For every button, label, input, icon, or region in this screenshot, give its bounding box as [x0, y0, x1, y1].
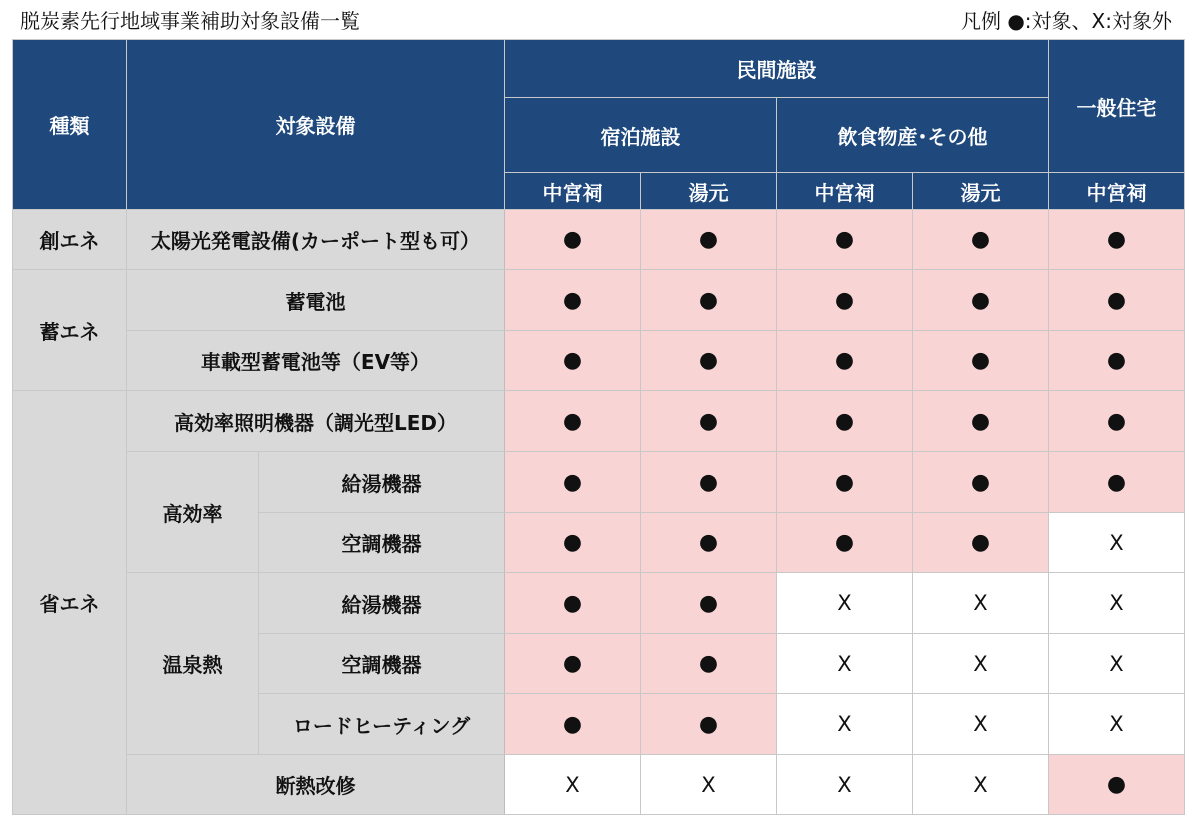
table-row: [13, 270, 1185, 331]
mark-cell: X: [913, 755, 1049, 815]
equipment-label: 空調機器: [259, 513, 505, 573]
mark-cell: ●: [1049, 391, 1185, 452]
header-location: 中宮祠: [505, 173, 641, 210]
mark-cell: ●: [505, 331, 641, 391]
mark-cell: X: [505, 755, 641, 815]
mark-cell: X: [1049, 634, 1185, 694]
category-create-energy: 創エネ: [13, 210, 127, 270]
mark-cell: ●: [641, 513, 777, 573]
mark-cell: ●: [913, 391, 1049, 452]
header-dining-other: 飲食物産･その他: [777, 98, 1049, 173]
category-energy-storage: 蓄エネ: [13, 270, 127, 391]
table-row: [13, 755, 1185, 815]
mark-cell: ●: [505, 573, 641, 634]
equipment-label: ロードヒーティング: [259, 694, 505, 755]
header-row-1: [13, 40, 1185, 98]
table-row: [13, 573, 1185, 634]
equipment-label: 給湯機器: [259, 573, 505, 634]
equipment-label: 車載型蓄電池等（EV等）: [127, 331, 505, 391]
mark-cell: X: [777, 755, 913, 815]
subcategory-high-efficiency: 高効率: [127, 452, 259, 573]
mark-cell: ●: [505, 391, 641, 452]
mark-cell: ●: [1049, 755, 1185, 815]
table-row: [13, 331, 1185, 391]
mark-cell: ●: [913, 210, 1049, 270]
mark-cell: ●: [777, 513, 913, 573]
mark-cell: ●: [913, 452, 1049, 513]
equipment-label: 太陽光発電設備(カーポート型も可）: [127, 210, 505, 270]
mark-cell: ●: [913, 270, 1049, 331]
mark-cell: ●: [641, 694, 777, 755]
mark-cell: ●: [641, 452, 777, 513]
mark-cell: ●: [1049, 452, 1185, 513]
mark-cell: ●: [1049, 331, 1185, 391]
header-residential: 一般住宅: [1049, 40, 1185, 173]
subcategory-hot-spring-heat: 温泉熱: [127, 573, 259, 755]
page-title: 脱炭素先行地域事業補助対象設備一覧: [20, 9, 360, 33]
table-row: [13, 391, 1185, 452]
header-lodging: 宿泊施設: [505, 98, 777, 173]
mark-cell: X: [1049, 694, 1185, 755]
mark-cell: X: [913, 573, 1049, 634]
mark-cell: X: [913, 694, 1049, 755]
mark-cell: X: [777, 694, 913, 755]
table-row: [13, 452, 1185, 513]
header-location: 中宮祠: [777, 173, 913, 210]
mark-cell: ●: [777, 452, 913, 513]
mark-cell: ●: [641, 331, 777, 391]
mark-cell: ●: [913, 331, 1049, 391]
mark-cell: ●: [777, 331, 913, 391]
mark-cell: ●: [777, 210, 913, 270]
header-equipment: 対象設備: [127, 40, 505, 210]
equipment-label: 高効率照明機器（調光型LED）: [127, 391, 505, 452]
header-private-facilities: 民間施設: [505, 40, 1049, 98]
equipment-label: 断熱改修: [127, 755, 505, 815]
mark-cell: ●: [913, 513, 1049, 573]
equipment-label: 空調機器: [259, 634, 505, 694]
mark-cell: ●: [1049, 270, 1185, 331]
mark-cell: ●: [505, 513, 641, 573]
mark-cell: ●: [777, 270, 913, 331]
header-location: 中宮祠: [1049, 173, 1185, 210]
mark-cell: X: [1049, 573, 1185, 634]
mark-cell: ●: [1049, 210, 1185, 270]
mark-cell: ●: [641, 634, 777, 694]
mark-cell: ●: [641, 210, 777, 270]
mark-cell: ●: [641, 270, 777, 331]
mark-cell: X: [641, 755, 777, 815]
mark-cell: ●: [641, 391, 777, 452]
legend: 凡例 ●:対象、X:対象外: [961, 9, 1172, 33]
mark-cell: X: [913, 634, 1049, 694]
header-location: 湯元: [913, 173, 1049, 210]
header-type: 種類: [13, 40, 127, 210]
category-energy-saving: 省エネ: [13, 391, 127, 815]
equipment-label: 給湯機器: [259, 452, 505, 513]
mark-cell: X: [777, 573, 913, 634]
mark-cell: ●: [505, 452, 641, 513]
mark-cell: X: [1049, 513, 1185, 573]
mark-cell: ●: [505, 210, 641, 270]
equipment-label: 蓄電池: [127, 270, 505, 331]
mark-cell: X: [777, 634, 913, 694]
mark-cell: ●: [777, 391, 913, 452]
table-row: [13, 210, 1185, 270]
mark-cell: ●: [505, 270, 641, 331]
mark-cell: ●: [641, 573, 777, 634]
mark-cell: ●: [505, 694, 641, 755]
eligibility-table: [12, 39, 1185, 815]
mark-cell: ●: [505, 634, 641, 694]
header-location: 湯元: [641, 173, 777, 210]
